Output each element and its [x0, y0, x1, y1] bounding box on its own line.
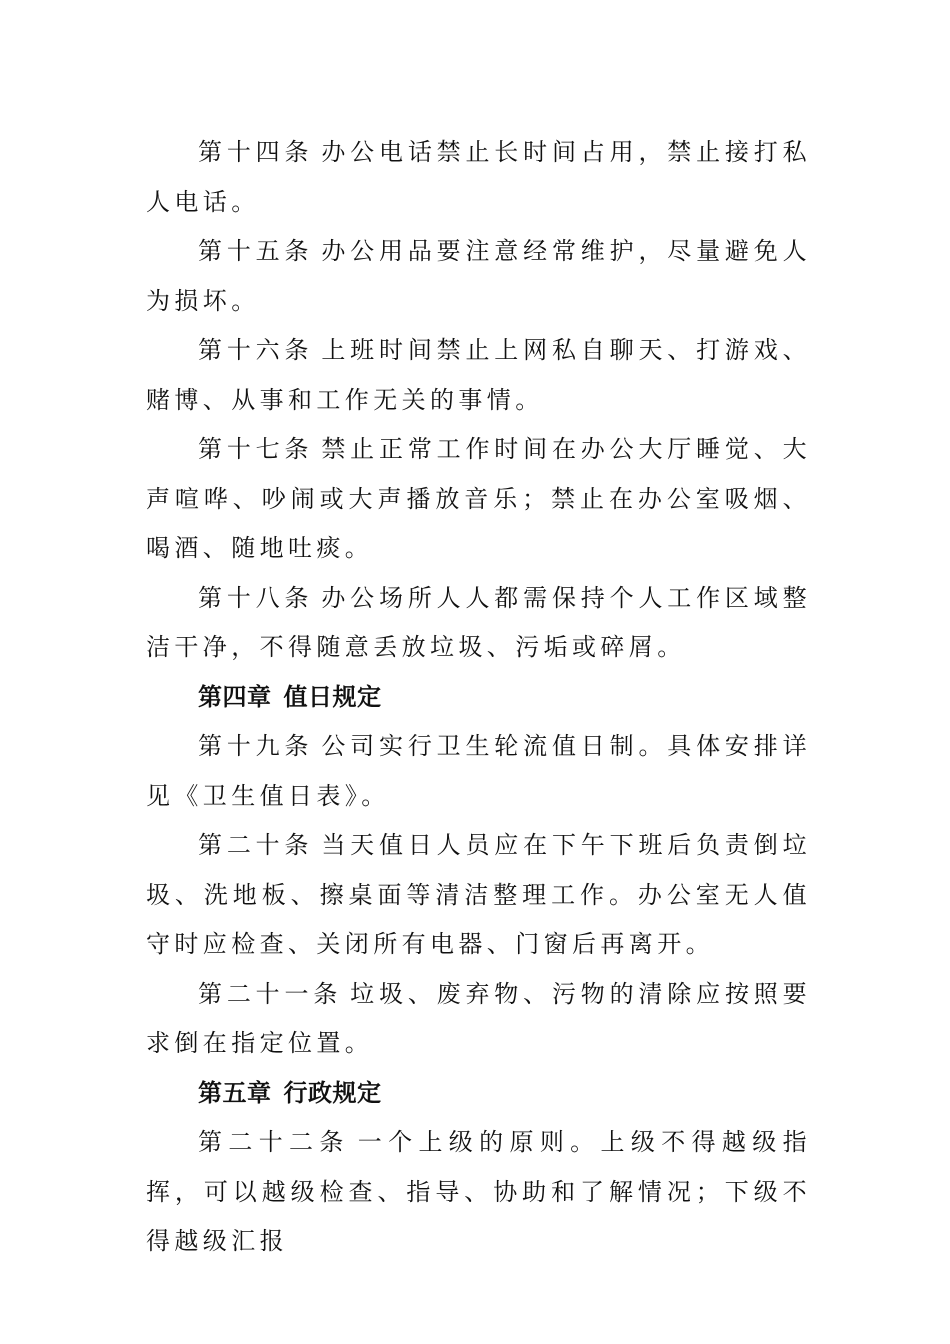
chapter-number: 第五章	[198, 1078, 272, 1107]
article-20	[146, 821, 811, 970]
chapter-title: 值日规定	[283, 682, 382, 711]
article-number: 第十四条	[198, 138, 314, 166]
article-text: 一个上级的原则。上级不得越级指挥，可以越级检查、指导、协助和了解情况；下级不得越级汇报	[146, 1128, 812, 1255]
article-number: 第十八条	[198, 583, 314, 612]
article-21	[146, 970, 811, 1069]
article-text: 公司实行卫生轮流值日制。具体安排详见《卫生值日表》。	[146, 732, 811, 810]
chapter-heading-4	[146, 673, 811, 723]
chapter-number: 第四章	[198, 682, 272, 711]
article-16	[146, 326, 811, 425]
article-text: 办公场所人人都需保持个人工作区域整洁干净，不得随意丢放垃圾、污垢或碎屑。	[146, 583, 811, 661]
article-text: 上班时间禁止上网私自聊天、打游戏、赌博、从事和工作无关的事情。	[146, 336, 811, 414]
chapter-title: 行政规定	[283, 1078, 382, 1107]
article-text: 禁止正常工作时间在办公大厅睡觉、大声喧哗、吵闹或大声播放音乐；禁止在办公室吸烟、喝酒、随地吐痰。	[146, 435, 811, 562]
article-text: 垃圾、废弃物、污物的清除应按照要求倒在指定位置。	[146, 979, 812, 1057]
article-number: 第二十一条	[198, 979, 343, 1008]
article-number: 第二十二条	[198, 1128, 350, 1156]
article-19	[146, 722, 811, 821]
article-number: 第十六条	[198, 336, 314, 364]
article-18	[146, 574, 811, 673]
article-number: 第十七条	[198, 435, 314, 463]
article-15	[146, 227, 811, 326]
chapter-heading-5	[146, 1069, 811, 1119]
article-22	[146, 1118, 811, 1267]
article-text: 办公用品要注意经常维护，尽量避免人为损坏。	[146, 237, 811, 315]
article-text: 当天值日人员应在下午下班后负责倒垃圾、洗地板、擦桌面等清洁整理工作。办公室无人值守时应检查、关闭所有电器、门窗后再离开。	[146, 831, 811, 958]
article-number: 第二十条	[198, 831, 314, 859]
article-number: 第十九条	[198, 732, 314, 760]
article-17	[146, 425, 811, 574]
article-number: 第十五条	[198, 237, 314, 265]
article-text: 办公电话禁止长时间占用，禁止接打私人电话。	[146, 138, 811, 216]
document-body	[146, 128, 811, 1267]
article-14	[146, 128, 811, 227]
